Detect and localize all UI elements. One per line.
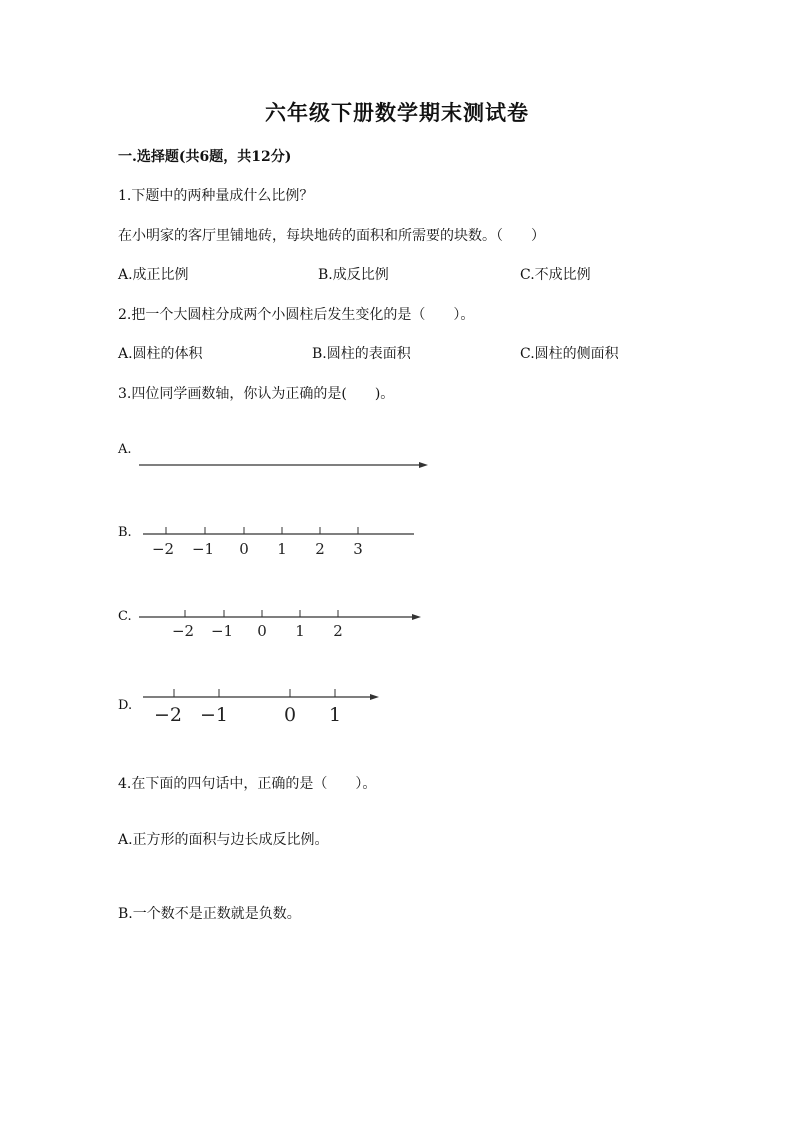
question-2-option-b: B.圆柱的表面积 (312, 346, 411, 362)
tick-label: 1 (328, 704, 342, 726)
question-3-option-d-label: D. (118, 698, 133, 713)
question-2-option-a: A.圆柱的体积 (118, 346, 203, 362)
question-3-stem: 3.四位同学画数轴，你认为正确的是( )。 (118, 386, 395, 402)
tick-label: −1 (191, 540, 215, 558)
question-1-subtext: 在小明家的客厅里铺地砖，每块地砖的面积和所需要的块数。（ ） (118, 228, 545, 244)
question-1-option-a: A.成正比例 (118, 267, 189, 283)
tick-label: 1 (295, 622, 305, 640)
number-line-c (139, 610, 421, 640)
question-4-stem: 4.在下面的四句话中，正确的是（ ）。 (118, 776, 377, 792)
tick-label: −2 (153, 704, 183, 726)
question-3-option-a-label: A. (118, 442, 132, 457)
tick-label: −1 (199, 704, 229, 726)
question-3-option-c-label: C. (118, 609, 132, 624)
question-3-option-b-label: B. (118, 525, 132, 540)
tick-label: −2 (151, 540, 175, 558)
tick-label: 3 (353, 540, 363, 558)
question-1-option-c: C.不成比例 (520, 267, 591, 283)
tick-label: −1 (210, 622, 234, 640)
page-title: 六年级下册数学期末测试卷 (265, 100, 529, 125)
number-line-d (143, 689, 379, 726)
number-line-b (143, 527, 414, 558)
tick-label: 2 (333, 622, 343, 640)
question-1-option-b: B.成反比例 (318, 267, 389, 283)
tick-label: 0 (239, 540, 249, 558)
tick-label: 0 (283, 704, 297, 726)
tick-label: 1 (277, 540, 287, 558)
section-heading: 一.选择题(共6题，共12分) (118, 149, 292, 165)
arrow-head-icon (370, 694, 379, 700)
tick-label: 0 (257, 622, 267, 640)
question-2-stem: 2.把一个大圆柱分成两个小圆柱后发生变化的是（ ）。 (118, 307, 475, 323)
question-2-option-c: C.圆柱的侧面积 (520, 346, 619, 362)
arrow-head-icon (412, 614, 421, 620)
question-4-option-b: B.一个数不是正数就是负数。 (118, 906, 301, 922)
tick-label: 2 (315, 540, 325, 558)
arrow-head-icon (419, 462, 428, 468)
question-4-option-a: A.正方形的面积与边长成反比例。 (118, 832, 329, 848)
tick-label: −2 (171, 622, 195, 640)
number-line-a (139, 462, 428, 468)
question-1-stem: 1.下题中的两种量成什么比例？ (118, 188, 314, 204)
